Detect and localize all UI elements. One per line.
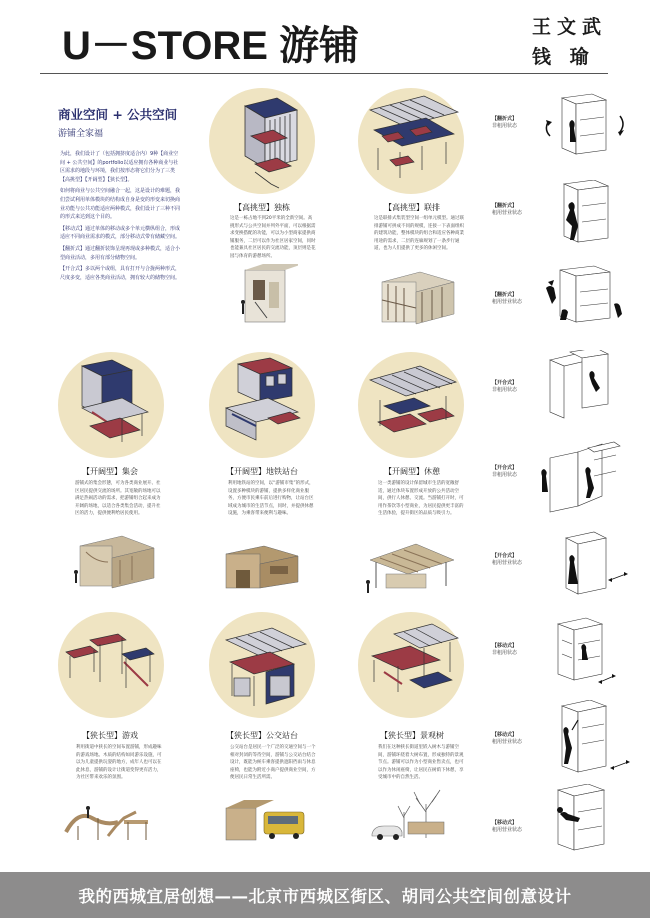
axonometric-illustration <box>62 356 162 456</box>
state-status: 非租用状态 <box>492 387 518 393</box>
axonometric-illustration <box>360 616 464 716</box>
footer-title: 我的西城宜居创想——北京市西城区街区、胡同公共空间创意设计 <box>78 887 572 906</box>
state-status: 租用营业状态 <box>492 560 523 566</box>
state-type: 【移动式】 <box>492 820 518 826</box>
axonometric-illustration <box>215 88 315 193</box>
state-type: 【开合式】 <box>492 380 518 386</box>
intro-text <box>60 150 180 285</box>
module-photo <box>233 262 298 332</box>
state-type: 【开合式】 <box>492 465 518 471</box>
state-label <box>492 203 532 217</box>
state-type: 【移动式】 <box>492 732 518 738</box>
module-title: 【狭长型】游戏 <box>82 731 138 740</box>
state-status: 租用营业状态 <box>492 827 523 833</box>
state-diagram <box>540 92 632 162</box>
state-diagram <box>540 264 632 334</box>
state-status: 非租用状态 <box>492 123 518 129</box>
module-description: 游铺式的集会形態，可为各类商业展开、社区居民提供交流的场所。其宽敞的场地可以满足热闹活动的需求，把游铺组合起来成为开阔的场地，以适合各类集会活动，提升社区的活力，提供便利给居民使用。 <box>75 481 161 517</box>
state-type: 【翻折式】 <box>492 203 518 209</box>
state-label <box>492 553 532 567</box>
state-label <box>492 380 532 394</box>
state-status: 租用营业状态 <box>492 210 523 216</box>
state-label <box>492 732 532 746</box>
state-diagram <box>536 440 632 516</box>
axonometric-illustration <box>360 356 464 456</box>
module-title: 【高挑型】独栋 <box>234 203 290 212</box>
intro-title: 商业空间 + 公共空间 <box>58 107 178 122</box>
module-description: 这是联排式集装型空间一组单元模型。通过联排游铺可拼成不同的规模，连接一下表面组织的建筑功能，整体模块的组合和适应各种商業用途的需求，二层的连廊规划了一条步行通道，也为人们提供了更多的休闲空间。 <box>374 216 464 252</box>
module-description: 利用地铁站的空间，以“游铺市集”的形式，设置多种模块的游铺，提供多样化商业服务，方便市民乘车前后进行购物，让站台区域成为城市的生活节点，同时，并提供休憩设施，为乘客带来便利与趣味。 <box>228 481 314 517</box>
state-status: 非租用状态 <box>492 472 518 478</box>
module-description: 公交站台是居民一个广泛的交通空间与一个相对封闭的等待空间，游铺与公交站台结合设计，既能为候车乘客提供遮阳挡雨与休息座椅，也能为附近小商户提供商业空间，方便居民日常生活所需。 <box>230 745 316 781</box>
module-title: 【开阔型】地铁站台 <box>226 467 298 476</box>
module-photo <box>62 528 162 598</box>
module-description: 我们在这种狭长街道里嵌入树木与游铺空间，游铺环绕着大树布置，形成独特的景观节点。游铺可以作为小型商业售卖点，也可以作为休闲座椅，让居民在树荫下休憩，享受城市中的自然生活。 <box>378 745 464 781</box>
module-title: 【开阔型】休憩 <box>384 467 440 476</box>
state-status: 租用营业状态 <box>492 299 523 305</box>
intro-paragraph: 【翻折式】通过翻折装饰呈现再现或多种模式，适合小型商业活动，多用有部分储物空间。 <box>60 245 181 261</box>
module-description: 这一类游铺的设计保留城市生活的宽敞舒适，通过体块布置形成开放的公共活动空间，供行人休憩、交流。当游铺打开时，可用作茶饮等小型商业，为居民提供更丰富的生活体验，提升街区的品质与吸引力。 <box>378 481 464 517</box>
module-photo <box>376 262 456 330</box>
state-diagram <box>540 614 632 694</box>
state-type: 【移动式】 <box>492 643 518 649</box>
author-name-1: 王文武 <box>532 16 608 38</box>
header-divider <box>40 73 608 74</box>
axonometric-illustration <box>360 90 464 190</box>
state-status: 租用营业状态 <box>492 739 523 745</box>
state-type: 【翻折式】 <box>492 292 518 298</box>
module-title: 【狭长型】景观树 <box>380 731 444 740</box>
intro-paragraph: 如何将商业与公共空间融合一起，这是设计的难题，我们尝试利用单体模块的结构成自身是变的形变来切换商业功能与公共功能适应两种模式，我们设计了三种不同的形式来达到这个目的。 <box>60 188 181 221</box>
state-type: 【开合式】 <box>492 553 518 559</box>
state-label <box>492 465 532 479</box>
module-photo <box>368 782 462 848</box>
state-diagram <box>540 530 632 600</box>
state-diagram <box>540 350 632 424</box>
module-description: 这是一栋占地不到20平米的全新空间。高挑形式与公共空间并列外平面，可以根据需求变换搭配的功能，可以为小型商家提供商铺服务，二层可以作为社区居家空间，同时也能兼具社区居民的交流功能，顶层则是花园与体育的游憩场所。 <box>230 216 316 259</box>
axonometric-illustration <box>60 622 164 712</box>
module-title: 【狭长型】公交站台 <box>226 731 298 740</box>
module-photo <box>58 796 158 848</box>
module-title: 【高挑型】联排 <box>384 203 440 212</box>
poster-title: U－STORE 游铺 <box>62 24 360 68</box>
module-photo <box>212 540 307 600</box>
module-photo <box>360 540 460 600</box>
intro-paragraph: 为此，我们设计了（包括拥挤度适合内）9种【商业空间 + 公共空间】的portfolio以适应拥有各种商业与社区需求的地段与环境，我们按形态将它们分为了三类【高挑型】【开阔型】【狭长型】。 <box>60 151 179 183</box>
axonometric-illustration <box>210 616 314 716</box>
state-label <box>492 116 532 130</box>
module-title: 【开阔型】集会 <box>82 467 138 476</box>
state-status: 非租用状态 <box>492 650 518 656</box>
state-type: 【翻折式】 <box>492 116 518 122</box>
module-photo <box>218 790 314 848</box>
state-diagram <box>540 784 632 858</box>
state-label <box>492 292 532 306</box>
axonometric-illustration <box>212 352 312 456</box>
author-name-2: 钱 瑜 <box>532 46 595 68</box>
intro-paragraph: 【移动式】通过单体的移动或多个单元横纵组合，形成适应不同商业需求的模式，部分移动式带有储藏空间。 <box>60 225 181 241</box>
module-description: 利用街道中狭长的空间布置游铺，形成趣味的游戏场地。木质的结构如同游乐设施，可以为儿童提供玩耍的地方，成年人也可以在此休息，游铺的设计让街道变得更有活力，为社区带来欢乐的氛围。 <box>76 745 162 781</box>
state-label <box>492 820 532 834</box>
state-label <box>492 643 532 657</box>
state-diagram <box>540 700 632 780</box>
state-diagram <box>540 180 632 250</box>
intro-subtitle: 游铺全家福 <box>58 129 104 139</box>
intro-paragraph: 【开合式】多以两个或组，具有打开与合拢两种形式，尺度多变，适应各类商业活动，拥有较大的储物空间。 <box>60 266 181 281</box>
